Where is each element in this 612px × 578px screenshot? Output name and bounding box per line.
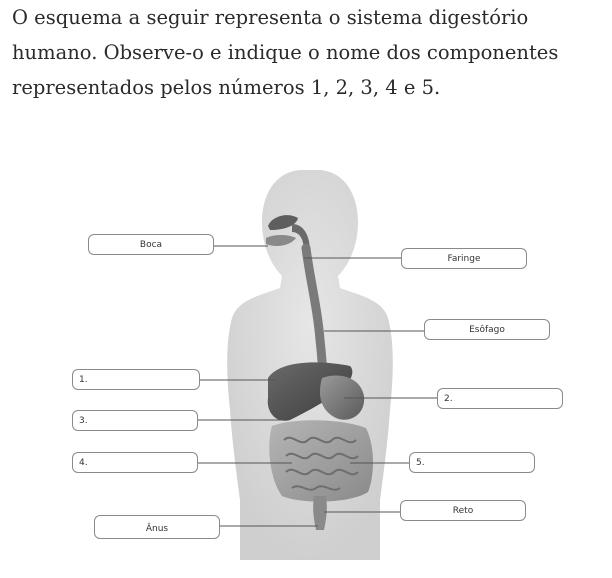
- label-4-text: 4.: [79, 458, 88, 468]
- label-5[interactable]: [409, 452, 535, 473]
- label-reto-text: Reto: [452, 506, 474, 516]
- label-reto: [400, 500, 526, 521]
- label-2[interactable]: [437, 388, 563, 409]
- label-faringe-text: Faringe: [447, 254, 481, 264]
- label-esofago-text: Esôfago: [469, 325, 505, 335]
- question-line-2: humano. Observe-o e indique o nome dos componentes: [12, 41, 559, 64]
- label-1-text: 1.: [79, 375, 88, 385]
- label-boca: [88, 234, 214, 255]
- label-anus-text: Ânus: [145, 524, 169, 534]
- rectum: [313, 496, 327, 530]
- intestines: [269, 420, 373, 501]
- label-5-text: 5.: [416, 458, 425, 468]
- label-anus: [94, 515, 220, 539]
- label-boca-text: Boca: [139, 240, 163, 250]
- question-line-1: O esquema a seguir representa o sistema digestório: [12, 6, 529, 29]
- label-3[interactable]: [72, 410, 198, 431]
- question-line-3: representados pelos números 1, 2, 3, 4 e 5.: [12, 76, 441, 99]
- label-esofago: [424, 319, 550, 340]
- label-4[interactable]: [72, 452, 198, 473]
- label-2-text: 2.: [444, 394, 453, 404]
- label-3-text: 3.: [79, 416, 88, 426]
- label-faringe: [401, 248, 527, 269]
- label-1[interactable]: [72, 369, 200, 390]
